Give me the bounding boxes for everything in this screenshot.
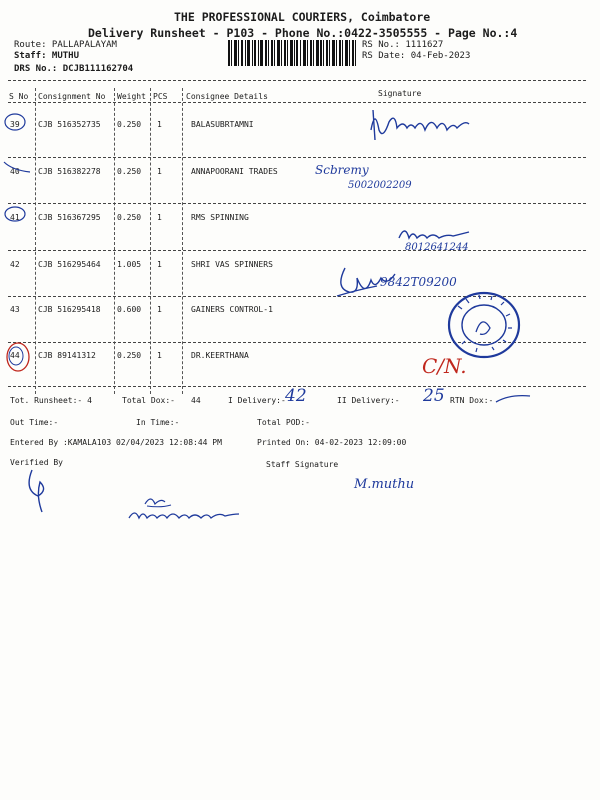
entered-by: Entered By :KAMALA103 02/04/2023 12:08:44 PM	[10, 438, 222, 447]
total-pod-label: Total POD:-	[257, 418, 310, 427]
verified-by-label: Verified By	[10, 458, 63, 467]
row-consignee: DR.KEERTHANA	[191, 351, 249, 360]
row-sno: 43	[10, 305, 20, 314]
row-consignee: BALASUBRTAMNI	[191, 120, 254, 129]
row-sno: 40	[10, 167, 20, 176]
row-weight: 0.250	[117, 167, 142, 176]
row-sno: 42	[10, 260, 20, 269]
out-time-label: Out Time:-	[10, 418, 59, 427]
row-consignment: CJB 516382278	[38, 167, 101, 176]
company-title: THE PROFESSIONAL COURIERS, Coimbatore	[174, 10, 431, 24]
total-dox-value: 44	[191, 396, 201, 405]
row-consignment: CJB 516352735	[38, 120, 101, 129]
row-consignee: ANNAPOORANI TRADES	[191, 167, 278, 176]
row-pcs: 1	[157, 305, 162, 314]
second-verifier-name	[130, 530, 140, 531]
signature-40-number: 5002002209	[348, 180, 412, 191]
col-header-sno: S No	[9, 92, 29, 101]
row-pcs: 1	[157, 351, 162, 360]
ii-delivery-value: 25	[423, 386, 445, 406]
signature-40-name: Scbremy	[315, 163, 369, 177]
row-pcs: 1	[157, 167, 162, 176]
col-header-consignee: Consignee Details	[186, 92, 268, 101]
staff-label: Staff: MUTHU	[14, 51, 80, 61]
tot-runsheet: Tot. Runsheet:- 4	[10, 396, 92, 405]
row-weight: 0.250	[117, 213, 142, 222]
row-consignment: CJB 516295464	[38, 260, 101, 269]
col-header-signature: Signature	[378, 89, 422, 98]
i-delivery-label: I Delivery:-	[228, 396, 286, 405]
rtn-dox-dash	[494, 392, 534, 406]
route-label: Route: PALLAPALAYAM	[14, 40, 117, 50]
signature-39	[365, 100, 505, 150]
row-pcs: 1	[157, 213, 162, 222]
col-header-pcs: PCS	[153, 92, 168, 101]
verified-by-signature	[22, 466, 52, 516]
row-consignment: CJB 516367295	[38, 213, 101, 222]
signature-41	[395, 222, 475, 244]
row-consignee: SHRI VAS SPINNERS	[191, 260, 273, 269]
runsheet-subtitle: Delivery Runsheet - P103 - Phone No.:0422-3505555 - Page No.:4	[88, 26, 518, 40]
total-dox-label: Total Dox:-	[122, 396, 175, 405]
row-weight: 0.600	[117, 305, 142, 314]
row-consignment: CJB 516295418	[38, 305, 101, 314]
rtn-dox-label: RTN Dox:-	[450, 396, 494, 405]
row-weight: 0.250	[117, 351, 142, 360]
row-weight: 0.250	[117, 120, 142, 129]
row-consignee: GAINERS CONTROL-1	[191, 305, 273, 314]
drs-label: DRS No.: DCJB111162704	[14, 64, 134, 74]
ii-delivery-label: II Delivery:-	[337, 396, 400, 405]
col-header-weight: Weight	[117, 92, 146, 101]
row-consignment: CJB 89141312	[38, 351, 96, 360]
row-consignee: RMS SPINNING	[191, 213, 249, 222]
staff-signature-label: Staff Signature	[266, 460, 339, 469]
i-delivery-value: 42	[285, 386, 307, 406]
row-pcs: 1	[157, 120, 162, 129]
printed-on: Printed On: 04-02-2023 12:09:00	[257, 438, 407, 447]
row-pcs: 1	[157, 260, 162, 269]
rs-number: RS No.: 1111627	[362, 40, 444, 50]
row-sno: 44	[10, 351, 20, 360]
in-time-label: In Time:-	[136, 418, 180, 427]
company-stamp	[446, 290, 522, 360]
staff-signature: M.muthu	[354, 477, 415, 492]
rs-date: RS Date: 04-Feb-2023	[362, 51, 471, 61]
signature-42-number: 9842T09200	[380, 275, 457, 289]
second-verifier-signature	[125, 492, 285, 532]
signature-41-number: 8012641244	[405, 242, 469, 253]
cn-mark: C/N.	[422, 354, 467, 378]
col-header-consignment: Consignment No	[38, 92, 106, 101]
row-sno: 39	[10, 120, 20, 129]
row-weight: 1.005	[117, 260, 142, 269]
row-sno: 41	[10, 213, 20, 222]
